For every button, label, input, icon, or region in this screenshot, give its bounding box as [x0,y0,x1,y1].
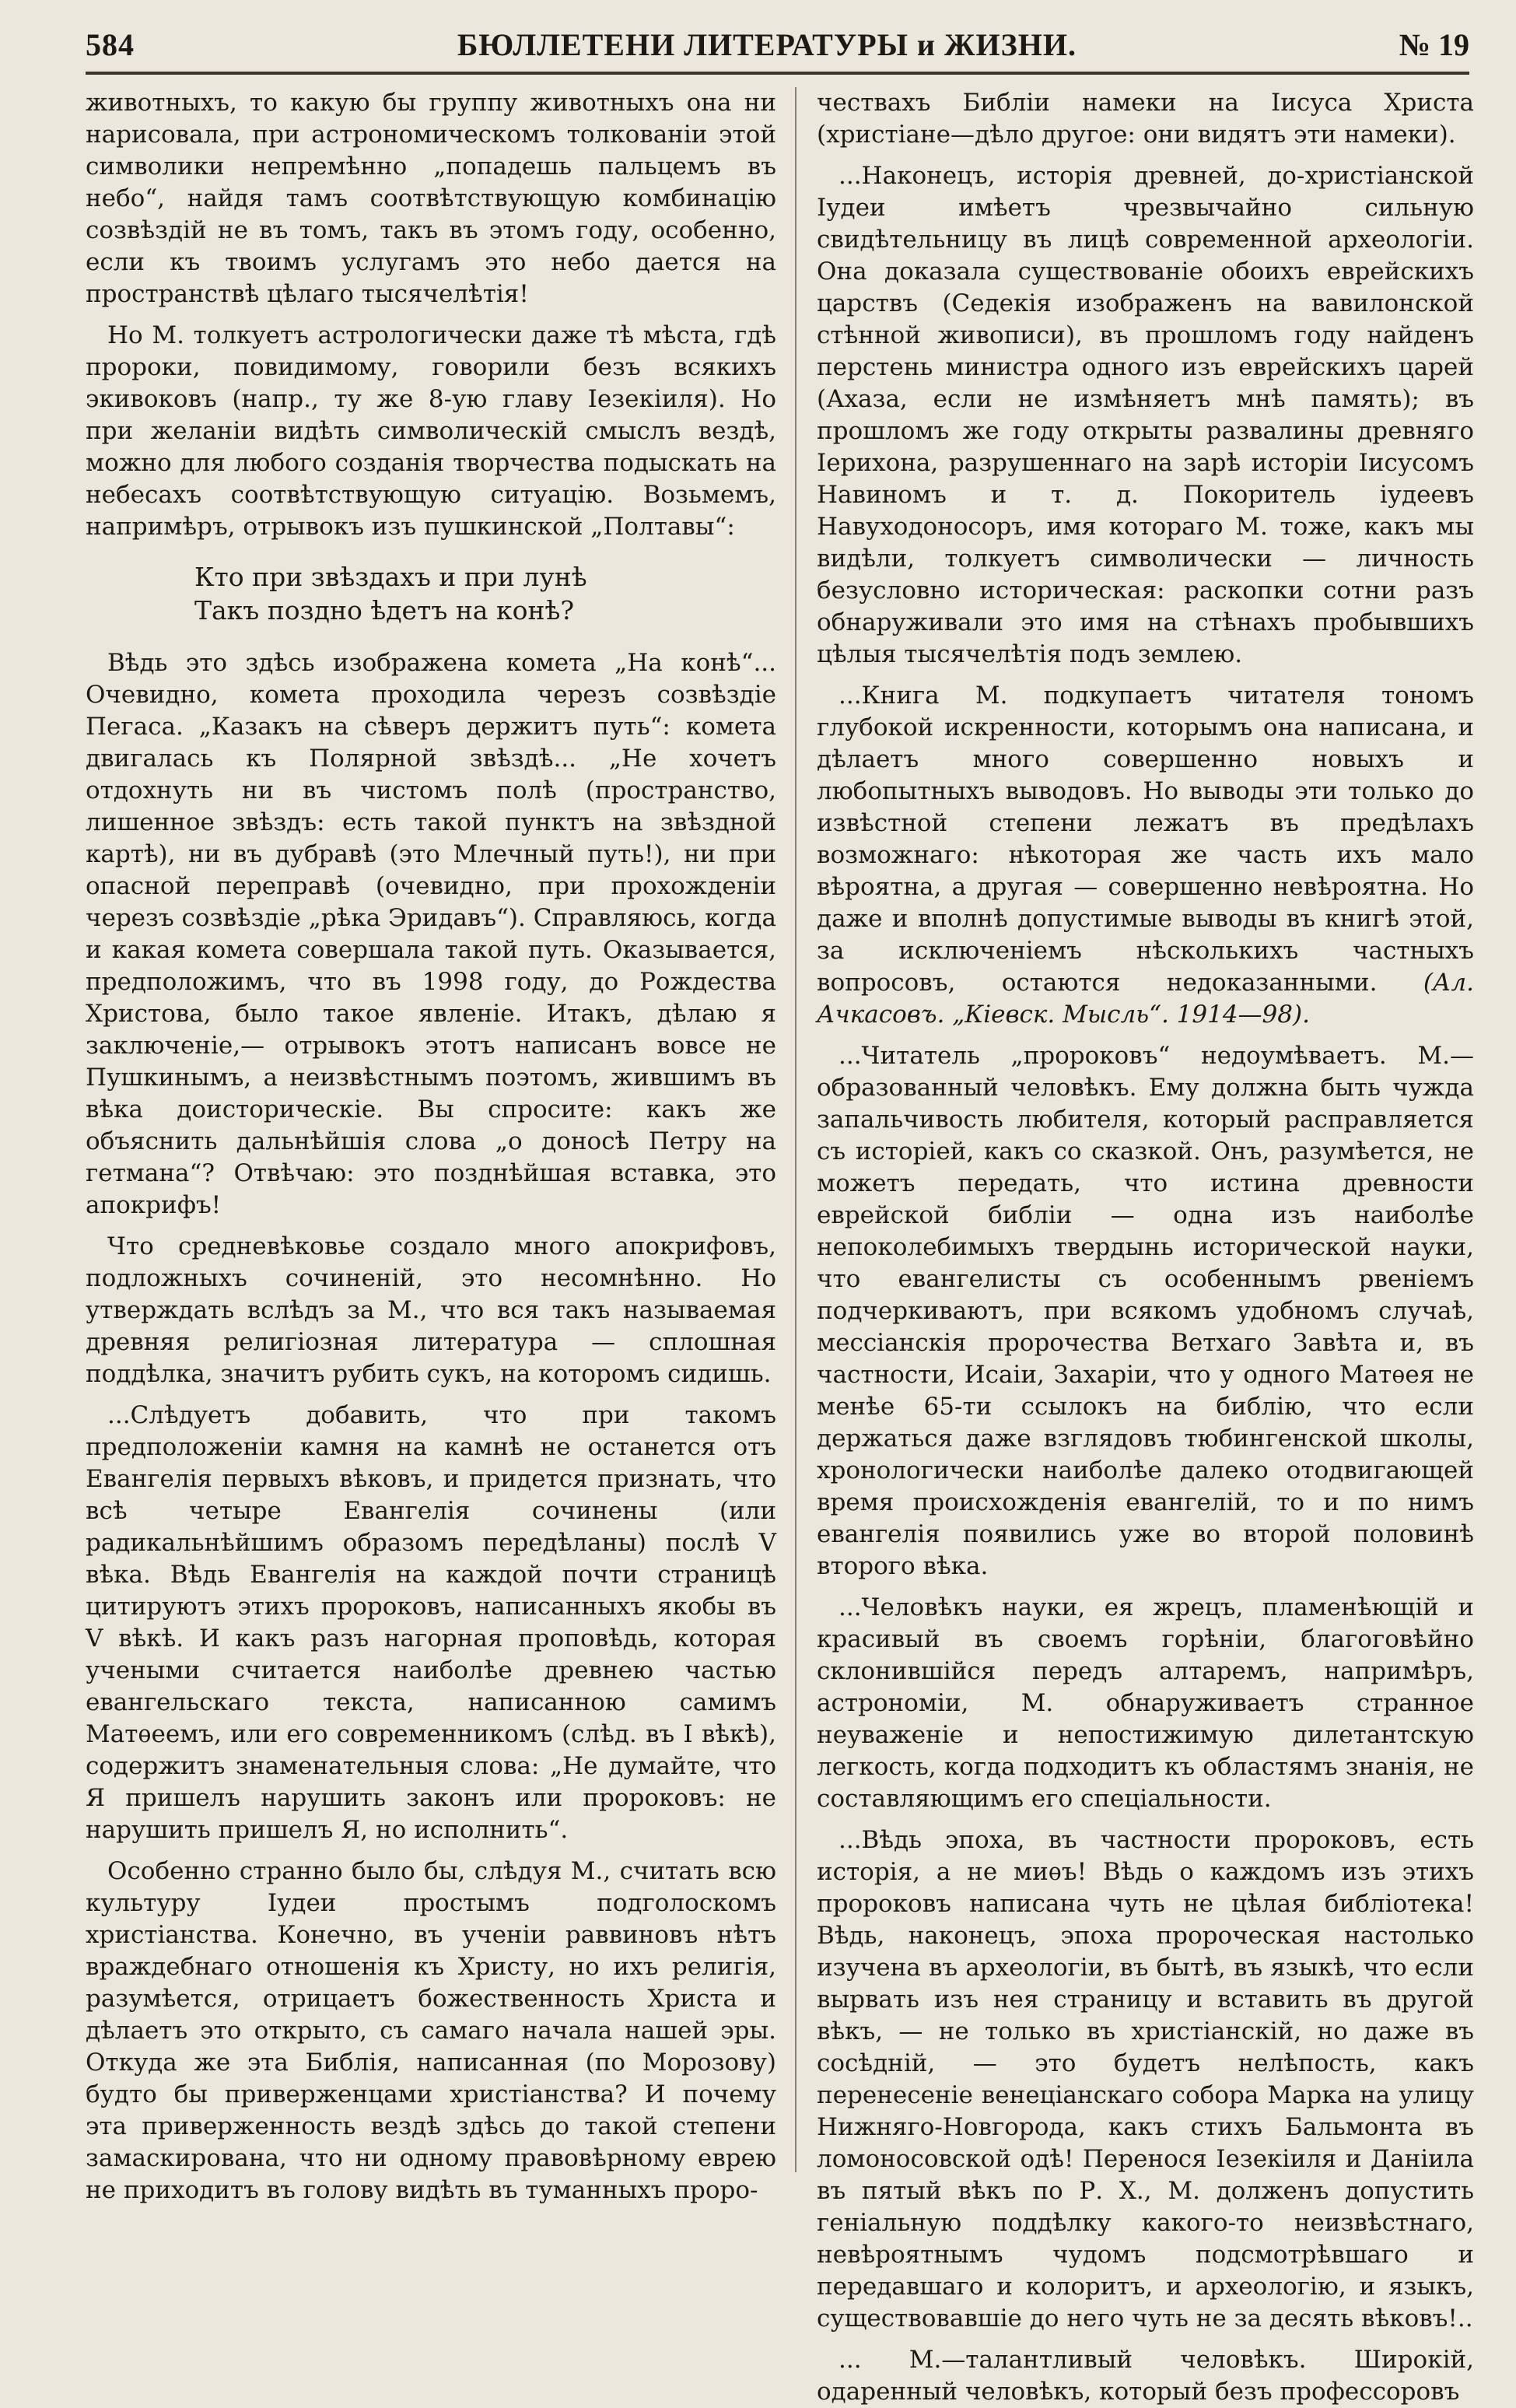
issue-number: № 19 [1399,26,1469,62]
paragraph: чествахъ Библіи намеки на Іисуса Христа (христіане—дѣло другое: они видятъ эти намеки). [817,89,1474,149]
paragraph: Но М. толкуетъ астрологически даже тѣ мѣста, гдѣ пророки, повидимому, говорили безъ всякихъ экивоковъ (напр., ту же 8-ую главу Іезекіиля). Но при желаніи видѣть символическій смыслъ вездѣ, можно для любого созданія творчества подыскать на небесахъ соотвѣтствующую ситуацію. Возьмемъ, напримѣръ, отрывокъ изъ пушкинской „Полтавы“: [86,321,776,541]
paragraph [817,680,1474,1031]
right-column [817,87,1474,2406]
paragraph: ...Вѣдь эпоха, въ частности пророковъ, есть исторія, а не миѳъ! Вѣдь о каждомъ изъ этихъ пророковъ написана чуть не цѣлая библіотека! Вѣдь, наконецъ, эпоха пророческая настолько изучена въ археологіи, въ бытѣ, въ языкѣ, что если вырвать изъ нея страницу и вставить въ другой вѣкъ, — не только въ христіанскій, но даже въ сосѣдній, — это будетъ нелѣпость, какъ перенесеніе венеціанскаго собора Марка на улицу Нижняго-Новгорода, какъ стихъ Бальмонта въ ломоносовской одѣ! Перенося Іезекіиля и Даніила въ пятый вѣкъ по Р. Х., М. долженъ допустить геніальную поддѣлку какого-то неизвѣстнаго, невѣроятнымъ чудомъ подсмотрѣвшаго и передавшаго и колоритъ, и археологію, и языкъ, существовавшіе до него чуть не за десять вѣковъ!.. [817,1826,1474,2333]
paragraph-text: ...Книга М. подкупаетъ читателя тономъ глубокой искренности, которымъ она написана, и дѣлаетъ много совершенно новыхъ и любопытныхъ выводовъ. Но выводы эти только до извѣстной степени лежатъ въ предѣлахъ возможнаго: нѣкоторая же часть ихъ мало вѣроятна, а другая — совершенно невѣроятна. Но даже и вполнѣ допустимые выводы въ книгѣ этой, за исключеніемъ нѣсколькихъ частныхъ вопросовъ, остаются недоказанными. [817,682,1474,997]
paragraph: ... М.—талантливый человѣкъ. Широкій, одаренный человѣкъ, который безъ профессоровъ [817,2346,1474,2406]
paragraph: ...Человѣкъ науки, ея жрецъ, пламенѣющій и красивый въ своемъ горѣніи, благоговѣйно склонившійся передъ алтаремъ, напримѣръ, астрономіи, М. обнаруживаетъ странное неуваженіе и непостижимую дилетантскую легкость, когда подходитъ къ областямъ знанія, не составляющимъ его спеціальности. [817,1593,1474,1813]
page-number: 584 [86,26,135,62]
paragraph: животныхъ, то какую бы группу животныхъ она ни нарисовала, при астрономическомъ толкованіи этой символики непремѣнно „попадешь пальцемъ въ небо“, найдя тамъ соотвѣтствующую комбинацію созвѣздій не въ томъ, такъ въ этомъ году, особенно, если къ твоимъ услугамъ это небо дается на пространствѣ цѣлаго тысячелѣтія! [86,89,776,308]
left-column [86,87,776,2204]
running-head [86,22,1469,67]
citation: (Ал. Ачкасовъ. „Кіевск. Мысль“. 1914—98). [817,969,1474,1029]
journal-title: БЮЛЛЕТЕНИ ЛИТЕРАТУРЫ и ЖИЗНИ. [457,26,1077,62]
paragraph: ...Наконецъ, исторія древней, до-христіанской Іудеи имѣетъ чрезвычайно сильную свидѣтельницу въ лицѣ современной археологіи. Она доказала существованіе обоихъ еврейскихъ царствъ (Седекія изображенъ на вавилонской стѣнной живописи), въ прошломъ году найденъ перстень министра одного изъ еврейскихъ царей (Ахаза, если не измѣняетъ мнѣ память); въ прошломъ же году открыты развалины древняго Іерихона, разрушеннаго на зарѣ исторіи Іисусомъ Навиномъ и т. д. Покоритель іудеевъ Навуходоносоръ, имя котораго М. тоже, какъ мы видѣли, толкуетъ символически — личность безусловно историческая: раскопки сотни разъ обнаруживали это имя на стѣнахъ пробывшихъ цѣлыя тысячелѣтія подъ землею. [817,162,1474,668]
paragraph: ...Читатель „пророковъ“ недоумѣваетъ. М.— образованный человѣкъ. Ему должна быть чужда запальчивость любителя, который расправляется съ исторіей, какъ со сказкой. Онъ, разумѣется, не можетъ передать, что истина древности еврейской библіи — одна изъ наиболѣе непоколебимыхъ твердынь исторической науки, что евангелисты съ особеннымъ рвеніемъ подчеркиваютъ, при всякомъ удобномъ случаѣ, мессіанскія пророчества Ветхаго Завѣта и, въ частности, Исаіи, Захаріи, что у одного Матѳея не менѣе 65-ти ссылокъ на библію, что если держаться даже взглядовъ тюбингенской школы, хронологически наиболѣе далеко отодвигающей время происхожденія евангелій, то и по нимъ евангелія появились уже во второй половинѣ второго вѣка. [817,1042,1474,1580]
paragraph: Что средневѣковье создало много апокрифовъ, подложныхъ сочиненій, это несомнѣнно. Но утверждать вслѣдъ за М., что вся такъ называемая древняя религіозная литература — сплошная поддѣлка, значитъ рубить сукъ, на которомъ сидишь. [86,1232,776,1388]
verse-line: Такъ поздно ѣдетъ на конѣ? [194,595,575,626]
paragraph: ...Слѣдуетъ добавить, что при такомъ предположеніи камня на камнѣ не останется отъ Евангелія первыхъ вѣковъ, и придется признать, что всѣ четыре Евангелія сочинены (или радикальнѣйшимъ образомъ передѣланы) послѣ V вѣка. Вѣдь Евангелія на каждой почти страницѣ цитируютъ этихъ пророковъ, написанныхъ якобы въ V вѣкѣ. И какъ разъ нагорная проповѣдь, которая учеными считается наиболѣе древнею частью евангельскаго текста, написанною самимъ Матѳеемъ, или его современникомъ (слѣд. въ I вѣкѣ), содержитъ знаменательныя слова: „Не думайте, что Я пришелъ нарушить законъ или пророковъ: не нарушить пришелъ Я, но исполнить“. [86,1401,776,1844]
header-rule [86,72,1469,75]
verse-line: Кто при звѣздахъ и при лунѣ [194,562,587,592]
verse-quote [194,560,776,627]
column-divider [795,87,797,2172]
paragraph: Особенно странно было бы, слѣдуя М., считать всю культуру Іудеи простымъ подголоскомъ христіанства. Конечно, въ ученіи раввиновъ нѣтъ враждебнаго отношенія къ Христу, но ихъ религія, разумѣется, отрицаетъ божественность Христа и дѣлаетъ это открыто, съ самаго начала нашей эры. Откуда же эта Библія, написанная (по Морозову) будто бы приверженцами христіанства? И почему эта приверженность вездѣ здѣсь до такой степени замаскирована, что ни одному правовѣрному еврею не приходитъ въ голову видѣть въ туманныхъ проро- [86,1857,776,2204]
paragraph: Вѣдь это здѣсь изображена комета „На конѣ“... Очевидно, комета проходила черезъ созвѣздіе Пегаса. „Казакъ на сѣверъ держитъ путь“: комета двигалась къ Полярной звѣздѣ... „Не хочетъ отдохнуть ни въ чистомъ полѣ (пространство, лишенное звѣздъ: есть такой пунктъ на звѣздной картѣ), ни въ дубравѣ (это Млечный путь!), ни при опасной переправѣ (очевидно, при прохожденіи черезъ созвѣздіе „рѣка Эридавъ“). Справляюсь, когда и какая комета совершала такой путь. Оказывается, предположимъ, что въ 1998 году, до Рождества Христова, было такое явленіе. Итакъ, дѣлаю я заключеніе,— отрывокъ этотъ написанъ вовсе не Пушкинымъ, а неизвѣстнымъ поэтомъ, жившимъ въ вѣка доисторическіе. Вы спросите: какъ же объяснить дальнѣйшія слова „о доносѣ Петру на гетмана“? Отвѣчаю: это позднѣйшая вставка, это апокрифъ! [86,649,776,1219]
